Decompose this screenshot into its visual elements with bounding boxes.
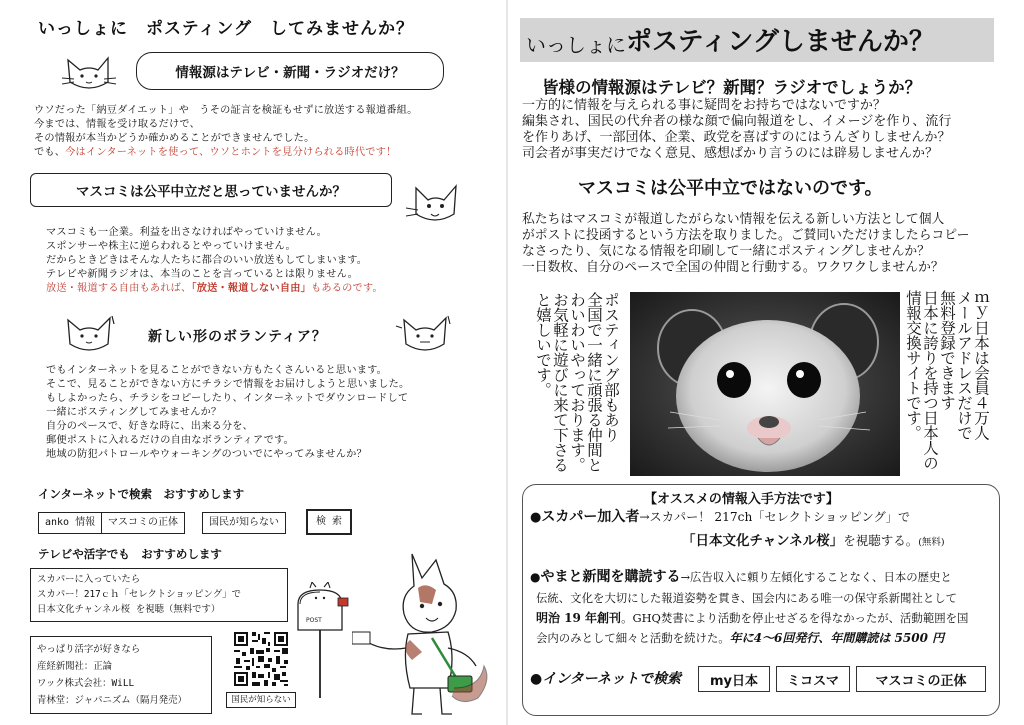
section2-heading-bubble [30, 173, 392, 207]
search-keyword-masukomi: マスコミの正体 [856, 666, 986, 692]
section2-heading: マスコミは公平中立だと思っていませんか？ [76, 184, 346, 200]
section3-line: 自分のペースで、好きな時に、出来る分を、 [46, 421, 254, 432]
item2-price: 年に4〜6回発行、年間購読は 5500 円 [729, 631, 945, 645]
section1-heading-bubble [136, 52, 444, 90]
section3-line: 一緒にポスティングしてみませんか？ [46, 407, 222, 418]
search-button: 検 索 [306, 509, 352, 535]
vertical-line: ｍｙ日本は会員４万人 [972, 290, 990, 440]
section3-text [46, 364, 409, 462]
right-para1-line: を作りあげ、一部団体、企業、政党を喜ばすのにはうんざりしませんか？ [522, 130, 951, 145]
section1-line: ウソだった「納豆ダイエット」や うその証言を検証もせずに放送する報道番組。 [34, 105, 418, 116]
cat-face-icon [394, 312, 456, 356]
vertical-line: と嬉しいです。 [534, 292, 552, 397]
item3-title: インターネットで検索 [542, 671, 681, 687]
recommend-item1-line2: 「日本文化チャンネル桜」を視聴する。(無料) [682, 533, 945, 549]
vertical-line: 情報交換サイトです。 [904, 290, 922, 440]
right-heading2: マスコミは公平中立ではないのです。 [578, 178, 883, 199]
tv-heading: テレビや活字でも おすすめします [38, 547, 222, 561]
print-box-line: ワック株式会社：WiLL [37, 678, 135, 689]
section3-heading: 新しい形のボランティア？ [148, 329, 327, 345]
recommend-item2-body [536, 588, 968, 648]
print-box-line: 青林堂：ジャパニズム（隔月発売） [37, 695, 187, 706]
right-para2-line: 私たちはマスコミが報道したがらない情報を伝える新しい方法として個人 [522, 212, 945, 227]
vertical-line: 無料登録できます [938, 290, 956, 410]
left-title: いっしょに ポスティング してみませんか？ [38, 19, 414, 39]
section1-red-text: 今はインターネットを使って、ウソとホントを見分けられる時代です！ [65, 147, 397, 158]
channel-sakura: 「日本文化チャンネル桜」 [682, 533, 844, 549]
search-keyword-my-nippon: my日本 [698, 666, 770, 692]
opossum-photo [630, 292, 900, 476]
left-flyer [0, 0, 505, 725]
bullet: ● [530, 570, 541, 584]
section1-line: でも、今はインターネットを使って、ウソとホントを見分けられる時代です！ [34, 147, 397, 158]
keyword-box: マスコミの正体 [101, 512, 185, 534]
cat-face-icon [58, 312, 120, 356]
right-title-small: いっしょに [526, 33, 626, 57]
section3-line: もしよかったら、チラシをコピーしたり、インターネットでダウンロードして [46, 393, 409, 404]
right-para1-line: 編集され、国民の代弁者の様な顔で偏向報道をし、イメージを作り、流行 [522, 114, 952, 129]
item1-title: スカパー加入者 [541, 509, 640, 525]
right-para2 [522, 212, 969, 276]
vertical-text-right [904, 290, 989, 480]
tv-box-line: スカパー！217ｃｈ「セレクトショッピング」で [37, 589, 241, 600]
mailbox-label: POST [306, 617, 322, 624]
mailbox-illustration [290, 582, 352, 700]
right-flyer [512, 0, 1024, 725]
bullet: ● [530, 510, 542, 525]
section2-line: テレビや新聞ラジオは、本当のことを言っているとは限りません。 [46, 269, 359, 280]
section2-line: マスコミも一企業。利益を出さなければやっていけません。 [46, 227, 328, 238]
item2-title: やまと新聞を購読する [540, 569, 681, 585]
print-box-line: やっぱり活字が好きなら [37, 644, 141, 655]
vertical-line: ポスティング部もあり [602, 292, 620, 442]
section1-line: その情報が本当かどうか確かめることができませんでした。 [34, 133, 315, 144]
fox-mascot-illustration [352, 548, 492, 718]
print-media-box [30, 636, 212, 714]
section3-line: 郵便ポストに入れるだけの自由なボランティアです。 [46, 435, 294, 446]
section2-line: 放送・報道する自由もあれば、「放送・報道しない自由」もあるのです。 [46, 283, 383, 294]
section3-line: でもインターネットを見ることができない方もたくさんいると思います。 [46, 365, 388, 376]
recommend-item3 [530, 670, 681, 688]
right-title-big: ポスティングしませんか？ [626, 27, 935, 57]
right-para1-line: 司会者が事実だけでなく意見、感想ばかり言うのには辟易しませんか？ [522, 146, 939, 161]
section2-text [46, 226, 383, 296]
item2-line: 伝統、文化を大切にした報道姿勢を貫き、国会内にある唯一の保守系新聞社として [536, 591, 957, 605]
page-divider [506, 0, 508, 725]
keyword-box: 国民が知らない [202, 512, 286, 534]
cat-face-icon [58, 52, 120, 94]
section1-line: 今までは、情報を受け取るだけで、 [34, 119, 200, 130]
right-para2-line: がポストに投函するという方法を取りました。ご賛同いただけましたらコピー [522, 228, 970, 243]
vertical-line: お気軽に遊びに来て下さる [551, 292, 569, 472]
item2-line: 明治 19 年創刊。GHQ焚書により活動を停止せざるを得なかったが、活動範囲を国 [536, 611, 969, 625]
vertical-text-left [534, 292, 619, 478]
recommend-item1 [530, 508, 910, 527]
item1-text: →スカパー！ 217ch「セレクトショッピング」で [639, 510, 911, 524]
section3-line: そこで、見ることができない方にチラシで情報をお届けしようと思いました。 [46, 379, 410, 390]
skyperfect-box [30, 568, 288, 622]
item2-founded: 明治 19 年創刊 [536, 611, 622, 625]
search-keyword-mikosuma: ミコスマ [776, 666, 850, 692]
right-heading1: 皆様の情報源はテレビ？新聞？ラジオでしょうか？ [542, 78, 922, 97]
vertical-line: わいわいやっております。 [568, 292, 586, 472]
qr-code [232, 630, 290, 688]
right-para1-line: 一方的に情報を与えられる事に疑問をお持ちではないですか？ [522, 98, 886, 113]
vertical-line: 日本に誇りを持つ日本人の [921, 290, 939, 470]
cat-face-icon [404, 178, 466, 228]
right-para1 [522, 98, 951, 162]
section2-line: だからときどきはそんな人たちに都合のいい放送もしてしまいます。 [46, 255, 368, 266]
free-note: (無料) [918, 537, 945, 548]
recommend-item2: ●やまと新聞を購読する→広告収入に頼り左傾化することなく、日本の歴史と [530, 569, 952, 585]
recommend-heading: 【オススメの情報入手方法です】 [644, 492, 839, 507]
tv-box-line: スカパーに入っていたら [37, 574, 141, 585]
vertical-line: メールアドレスだけで [955, 290, 973, 440]
right-title-banner [520, 18, 994, 62]
internet-heading: インターネットで検索 おすすめします [38, 487, 245, 501]
qr-caption: 国民が知らない [226, 692, 296, 708]
section3-line: 地域の防犯パトロールやウォーキングのついでにやってみませんか？ [46, 449, 367, 460]
vertical-line: 全国で一緒に頑張る仲間と [585, 292, 603, 472]
bullet: ● [530, 671, 543, 687]
print-box-line: 産経新聞社：正論 [37, 661, 113, 672]
item2-line: 会内のみとして細々と活動を続けた。年に4〜6回発行、年間購読は 5500 円 [536, 631, 945, 645]
tv-box-line: 日本文化チャンネル桜 を視聴（無料です） [37, 604, 221, 615]
keyword-box: anko 情報 [38, 512, 102, 534]
section1-text [34, 104, 418, 160]
section2-line: スポンサーや株主に逆らわれるとやっていけません。 [46, 241, 296, 252]
section1-heading: 情報源はテレビ・新聞・ラジオだけ？ [175, 65, 405, 81]
right-para2-line: 一日数枚、自分のペースで全国の仲間と行動する。ワクワクしませんか？ [522, 260, 944, 275]
right-para2-line: なさったり、気になる情報を印刷して一緒にポスティングしませんか？ [522, 244, 930, 259]
